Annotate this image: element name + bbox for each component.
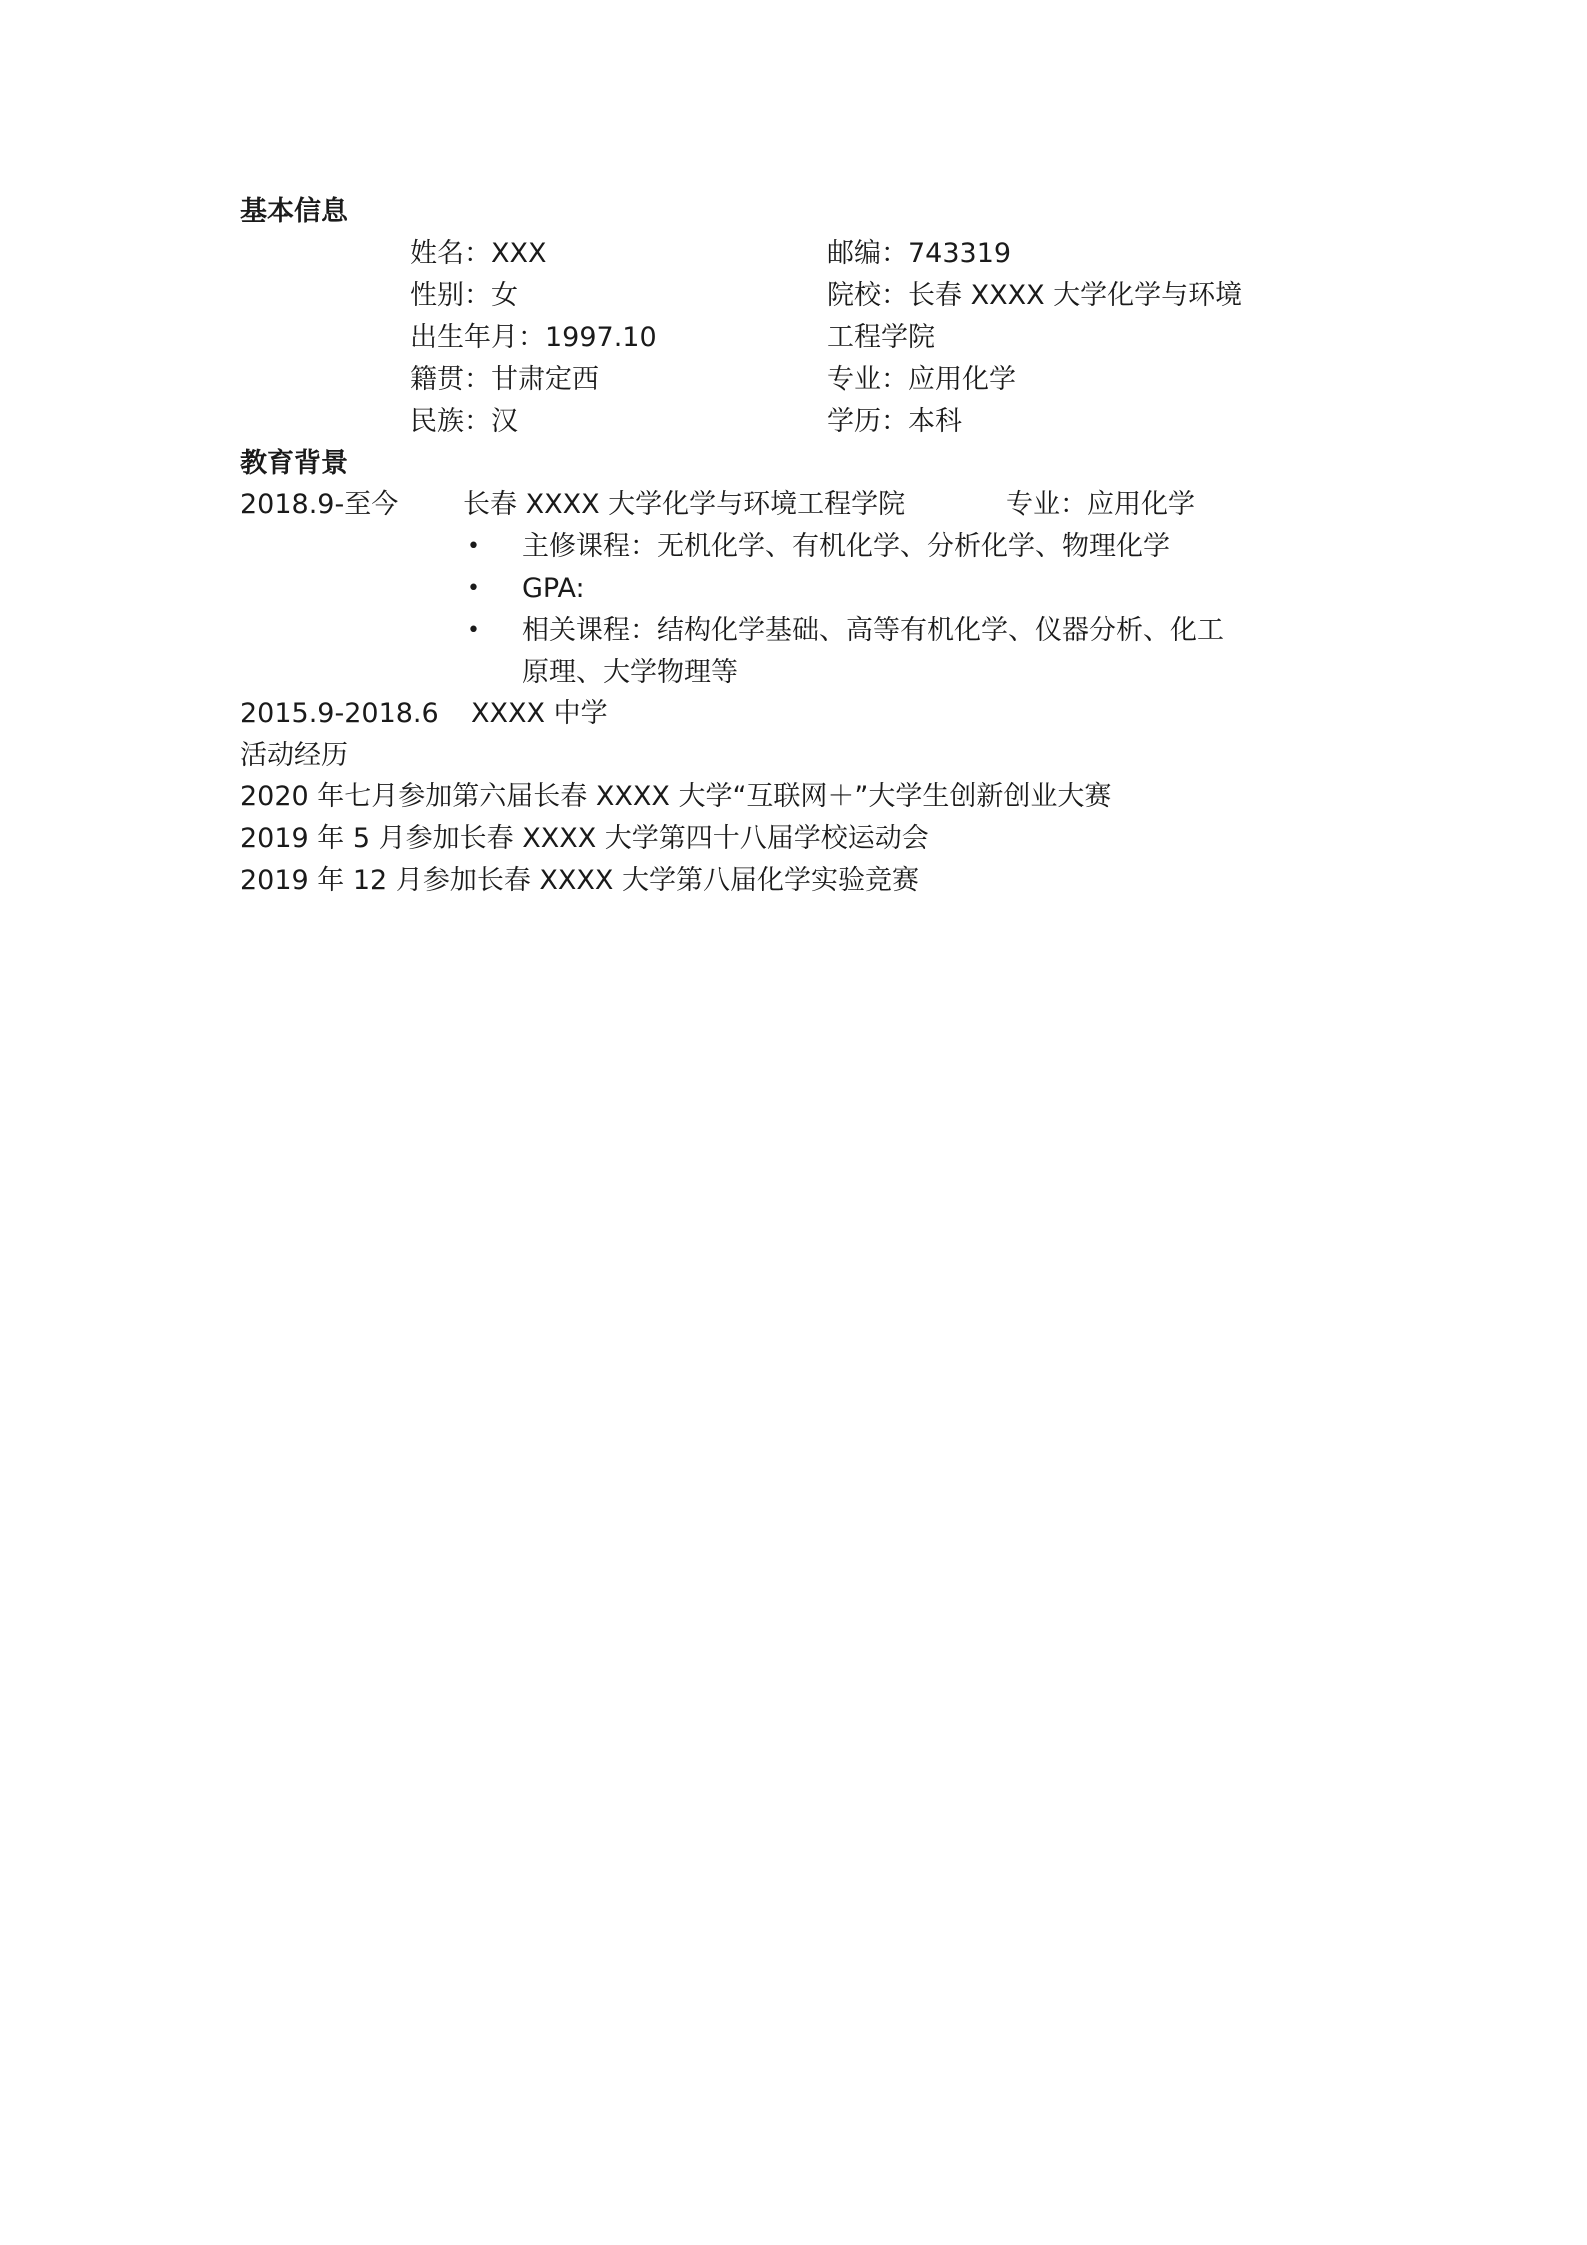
education-major: 专业：应用化学 [1006, 489, 1195, 520]
activity-item: 2019 年 12 月参加长春 XXXX 大学第八届化学实验竞赛 [240, 865, 919, 896]
native-place-field: 籍贯：甘肃定西 [410, 364, 599, 395]
education-heading: 教育背景 [240, 448, 348, 479]
related-course-item: 相关课程：结构化学基础、高等有机化学、仪器分析、化工 [522, 615, 1224, 646]
basic-info-heading: 基本信息 [240, 196, 348, 227]
activity-item: 2019 年 5 月参加长春 XXXX 大学第四十八届学校运动会 [240, 823, 929, 854]
postcode-field: 邮编：743319 [827, 238, 1012, 269]
education-school: 长春 XXXX 大学化学与环境工程学院 [463, 489, 906, 520]
activities-heading: 活动经历 [240, 740, 348, 771]
education-period: 2018.9-至今 [240, 489, 399, 520]
school-field-line2: 工程学院 [827, 322, 935, 353]
education-school-2: XXXX 中学 [471, 698, 608, 729]
degree-field: 学历：本科 [827, 406, 962, 437]
education-period-2: 2015.9-2018.6 [240, 698, 439, 729]
gpa-item: GPA: [522, 573, 585, 604]
birth-field: 出生年月：1997.10 [410, 322, 657, 353]
gender-field: 性别：女 [410, 280, 518, 311]
ethnicity-field: 民族：汉 [410, 406, 518, 437]
related-course-item-continued: 原理、大学物理等 [522, 657, 738, 688]
school-field-line1: 院校：长春 XXXX 大学化学与环境 [827, 280, 1243, 311]
bullet-icon: • [467, 576, 480, 601]
name-field: 姓名：XXX [410, 238, 547, 269]
major-field: 专业：应用化学 [827, 364, 1016, 395]
course-list-item: 主修课程：无机化学、有机化学、分析化学、物理化学 [522, 531, 1170, 562]
activity-item: 2020 年七月参加第六届长春 XXXX 大学“互联网＋”大学生创新创业大赛 [240, 781, 1112, 812]
bullet-icon: • [467, 534, 480, 559]
bullet-icon: • [467, 618, 480, 643]
